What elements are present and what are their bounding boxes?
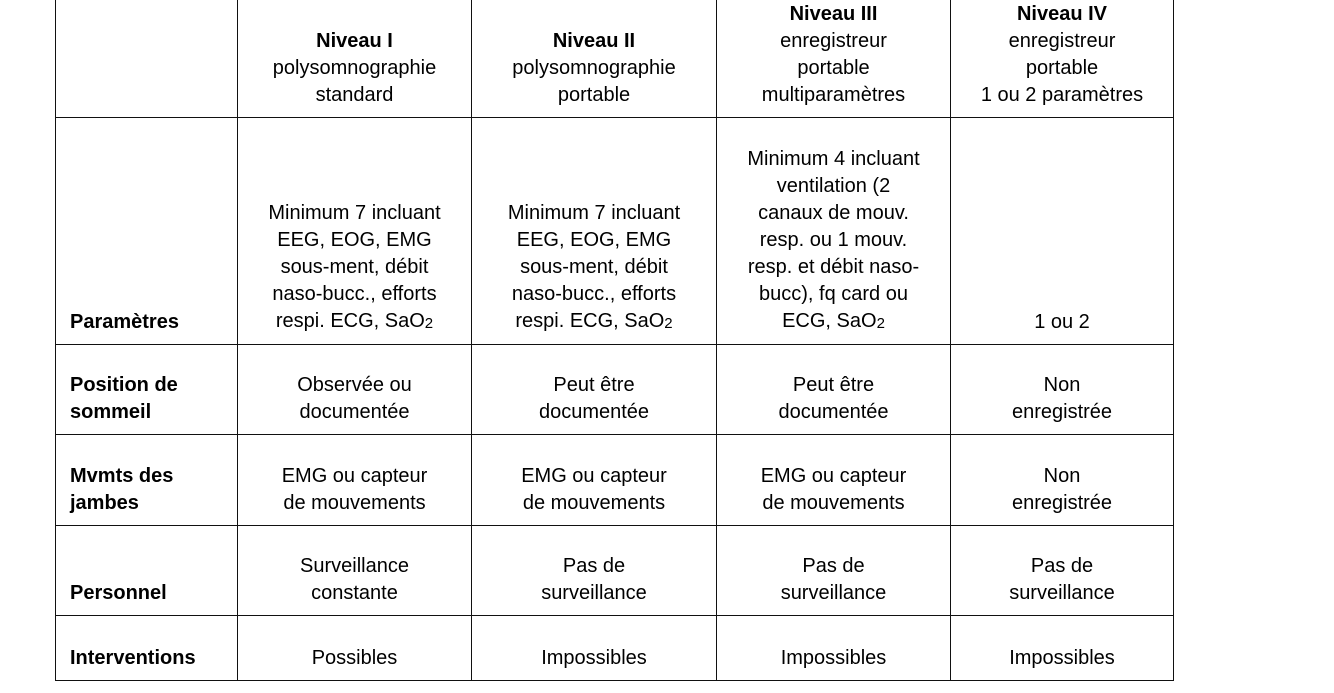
- row-label-personnel: Personnel: [56, 526, 238, 616]
- comparison-table: [55, 0, 1174, 681]
- level-desc-line: portable: [557, 84, 631, 106]
- level-title: Niveau II: [552, 30, 636, 52]
- cell-personnel-niveau-4: [951, 526, 1174, 616]
- level-desc-line: standard: [315, 84, 394, 106]
- row-label-position-sommeil: [56, 345, 238, 435]
- cell-line: documentée: [778, 401, 889, 423]
- cell-interventions-niveau-2: Impossibles: [472, 616, 717, 681]
- cell-line: Peut être: [792, 374, 875, 396]
- cell-line: [244, 308, 465, 336]
- level-desc-line: 1 ou 2 paramètres: [980, 84, 1144, 106]
- cell-line: surveillance: [541, 582, 647, 604]
- level-desc-line: enregistreur: [780, 30, 887, 52]
- cell-line: Pas de: [1030, 555, 1094, 577]
- col-header-niveau-3: [717, 0, 951, 118]
- cell-position-niveau-4: [951, 345, 1174, 435]
- cell-interventions-niveau-4: Impossibles: [951, 616, 1174, 681]
- cell-line: surveillance: [780, 582, 887, 604]
- row-label-line: Mvmts des: [70, 465, 174, 487]
- cell-interventions-niveau-1: Possibles: [238, 616, 472, 681]
- row-label-interventions: Interventions: [56, 616, 238, 681]
- row-parametres: [56, 118, 1174, 345]
- subscript: 2: [664, 315, 673, 332]
- cell-line: Non: [1043, 465, 1081, 487]
- header-row: [56, 0, 1174, 118]
- cell-line: Minimum 4 incluant: [747, 148, 920, 170]
- cell-line: resp. et débit naso-: [747, 256, 920, 278]
- cell-parametres-niveau-4: [951, 118, 1174, 345]
- col-header-niveau-4: [951, 0, 1174, 118]
- cell-personnel-niveau-3: [717, 526, 951, 616]
- cell-position-niveau-2: [472, 345, 717, 435]
- cell-line: resp. ou 1 mouv.: [759, 229, 908, 251]
- cell-position-niveau-1: [238, 345, 472, 435]
- row-label-parametres: Paramètres: [56, 118, 238, 345]
- level-desc-line: portable: [797, 57, 870, 79]
- level-desc-line: polysomnographie: [272, 57, 437, 79]
- row-label-mouvements-jambes: [56, 435, 238, 526]
- cell-line: EEG, EOG, EMG: [516, 229, 672, 251]
- cell-line: Minimum 7 incluant: [507, 202, 681, 224]
- row-personnel: [56, 526, 1174, 616]
- cell-position-niveau-3: [717, 345, 951, 435]
- cell-line: naso-bucc., efforts: [272, 283, 437, 305]
- cell-line: ventilation (2: [776, 175, 891, 197]
- cell-parametres-niveau-3: [717, 118, 951, 345]
- level-desc-line: polysomnographie: [512, 57, 676, 79]
- cell-personnel-niveau-2: [472, 526, 717, 616]
- level-title: Niveau IV: [1016, 3, 1108, 25]
- cell-line: de mouvements: [522, 492, 666, 514]
- cell-line: Pas de: [802, 555, 865, 577]
- cell-line: enregistrée: [1011, 401, 1113, 423]
- cell-line: sous-ment, débit: [280, 256, 429, 278]
- cell-line: EMG ou capteur: [760, 465, 907, 487]
- subscript: 2: [876, 315, 885, 332]
- cell-line: Surveillance: [300, 555, 409, 577]
- cell-line: 1 ou 2: [1034, 311, 1090, 333]
- cell-line: EMG ou capteur: [521, 465, 667, 487]
- row-label-line: sommeil: [70, 401, 152, 423]
- level-title: Niveau III: [789, 3, 878, 25]
- cell-line: enregistrée: [1011, 492, 1113, 514]
- cell-line: constante: [311, 582, 398, 604]
- cell-line: documentée: [538, 401, 650, 423]
- cell-line: Minimum 7 incluant: [268, 202, 441, 224]
- row-interventions: [56, 616, 1174, 681]
- row-label-line: Position de: [70, 374, 178, 396]
- cell-line: documentée: [299, 401, 410, 423]
- cell-line: Observée ou: [297, 374, 412, 396]
- cell-line: surveillance: [1009, 582, 1115, 604]
- cell-line: Non: [1043, 374, 1081, 396]
- cell-line: bucc), fq card ou: [759, 283, 908, 305]
- cell-personnel-niveau-1: [238, 526, 472, 616]
- cell-text: respi. ECG, SaO: [515, 310, 665, 332]
- row-position-sommeil: [56, 345, 1174, 435]
- col-header-niveau-1: [238, 0, 472, 118]
- row-mouvements-jambes: [56, 435, 1174, 526]
- cell-line: de mouvements: [283, 492, 426, 514]
- cell-line: de mouvements: [762, 492, 905, 514]
- row-label-line: jambes: [70, 492, 139, 514]
- cell-mouvements-niveau-1: [238, 435, 472, 526]
- col-header-niveau-2: [472, 0, 717, 118]
- corner-cell: [56, 0, 238, 118]
- cell-line: Pas de: [562, 555, 626, 577]
- cell-parametres-niveau-1: [238, 118, 472, 345]
- cell-line: EMG ou capteur: [281, 465, 428, 487]
- level-title: Niveau I: [316, 30, 393, 52]
- cell-interventions-niveau-3: Impossibles: [717, 616, 951, 681]
- cell-text: ECG, SaO: [782, 310, 877, 332]
- subscript: 2: [424, 315, 434, 332]
- cell-line: sous-ment, débit: [520, 256, 668, 278]
- cell-line: canaux de mouv.: [758, 202, 909, 224]
- cell-mouvements-niveau-4: [951, 435, 1174, 526]
- cell-line: naso-bucc., efforts: [511, 283, 677, 305]
- level-desc-line: enregistreur: [1008, 30, 1116, 52]
- cell-text: respi. ECG, SaO: [275, 310, 425, 332]
- cell-parametres-niveau-2: [472, 118, 717, 345]
- cell-mouvements-niveau-3: [717, 435, 951, 526]
- cell-line: EEG, EOG, EMG: [277, 229, 432, 251]
- cell-line: [723, 308, 944, 336]
- cell-line: Peut être: [553, 374, 635, 396]
- cell-line: [478, 308, 710, 336]
- cell-mouvements-niveau-2: [472, 435, 717, 526]
- level-desc-line: multiparamètres: [761, 84, 906, 106]
- level-desc-line: portable: [1025, 57, 1099, 79]
